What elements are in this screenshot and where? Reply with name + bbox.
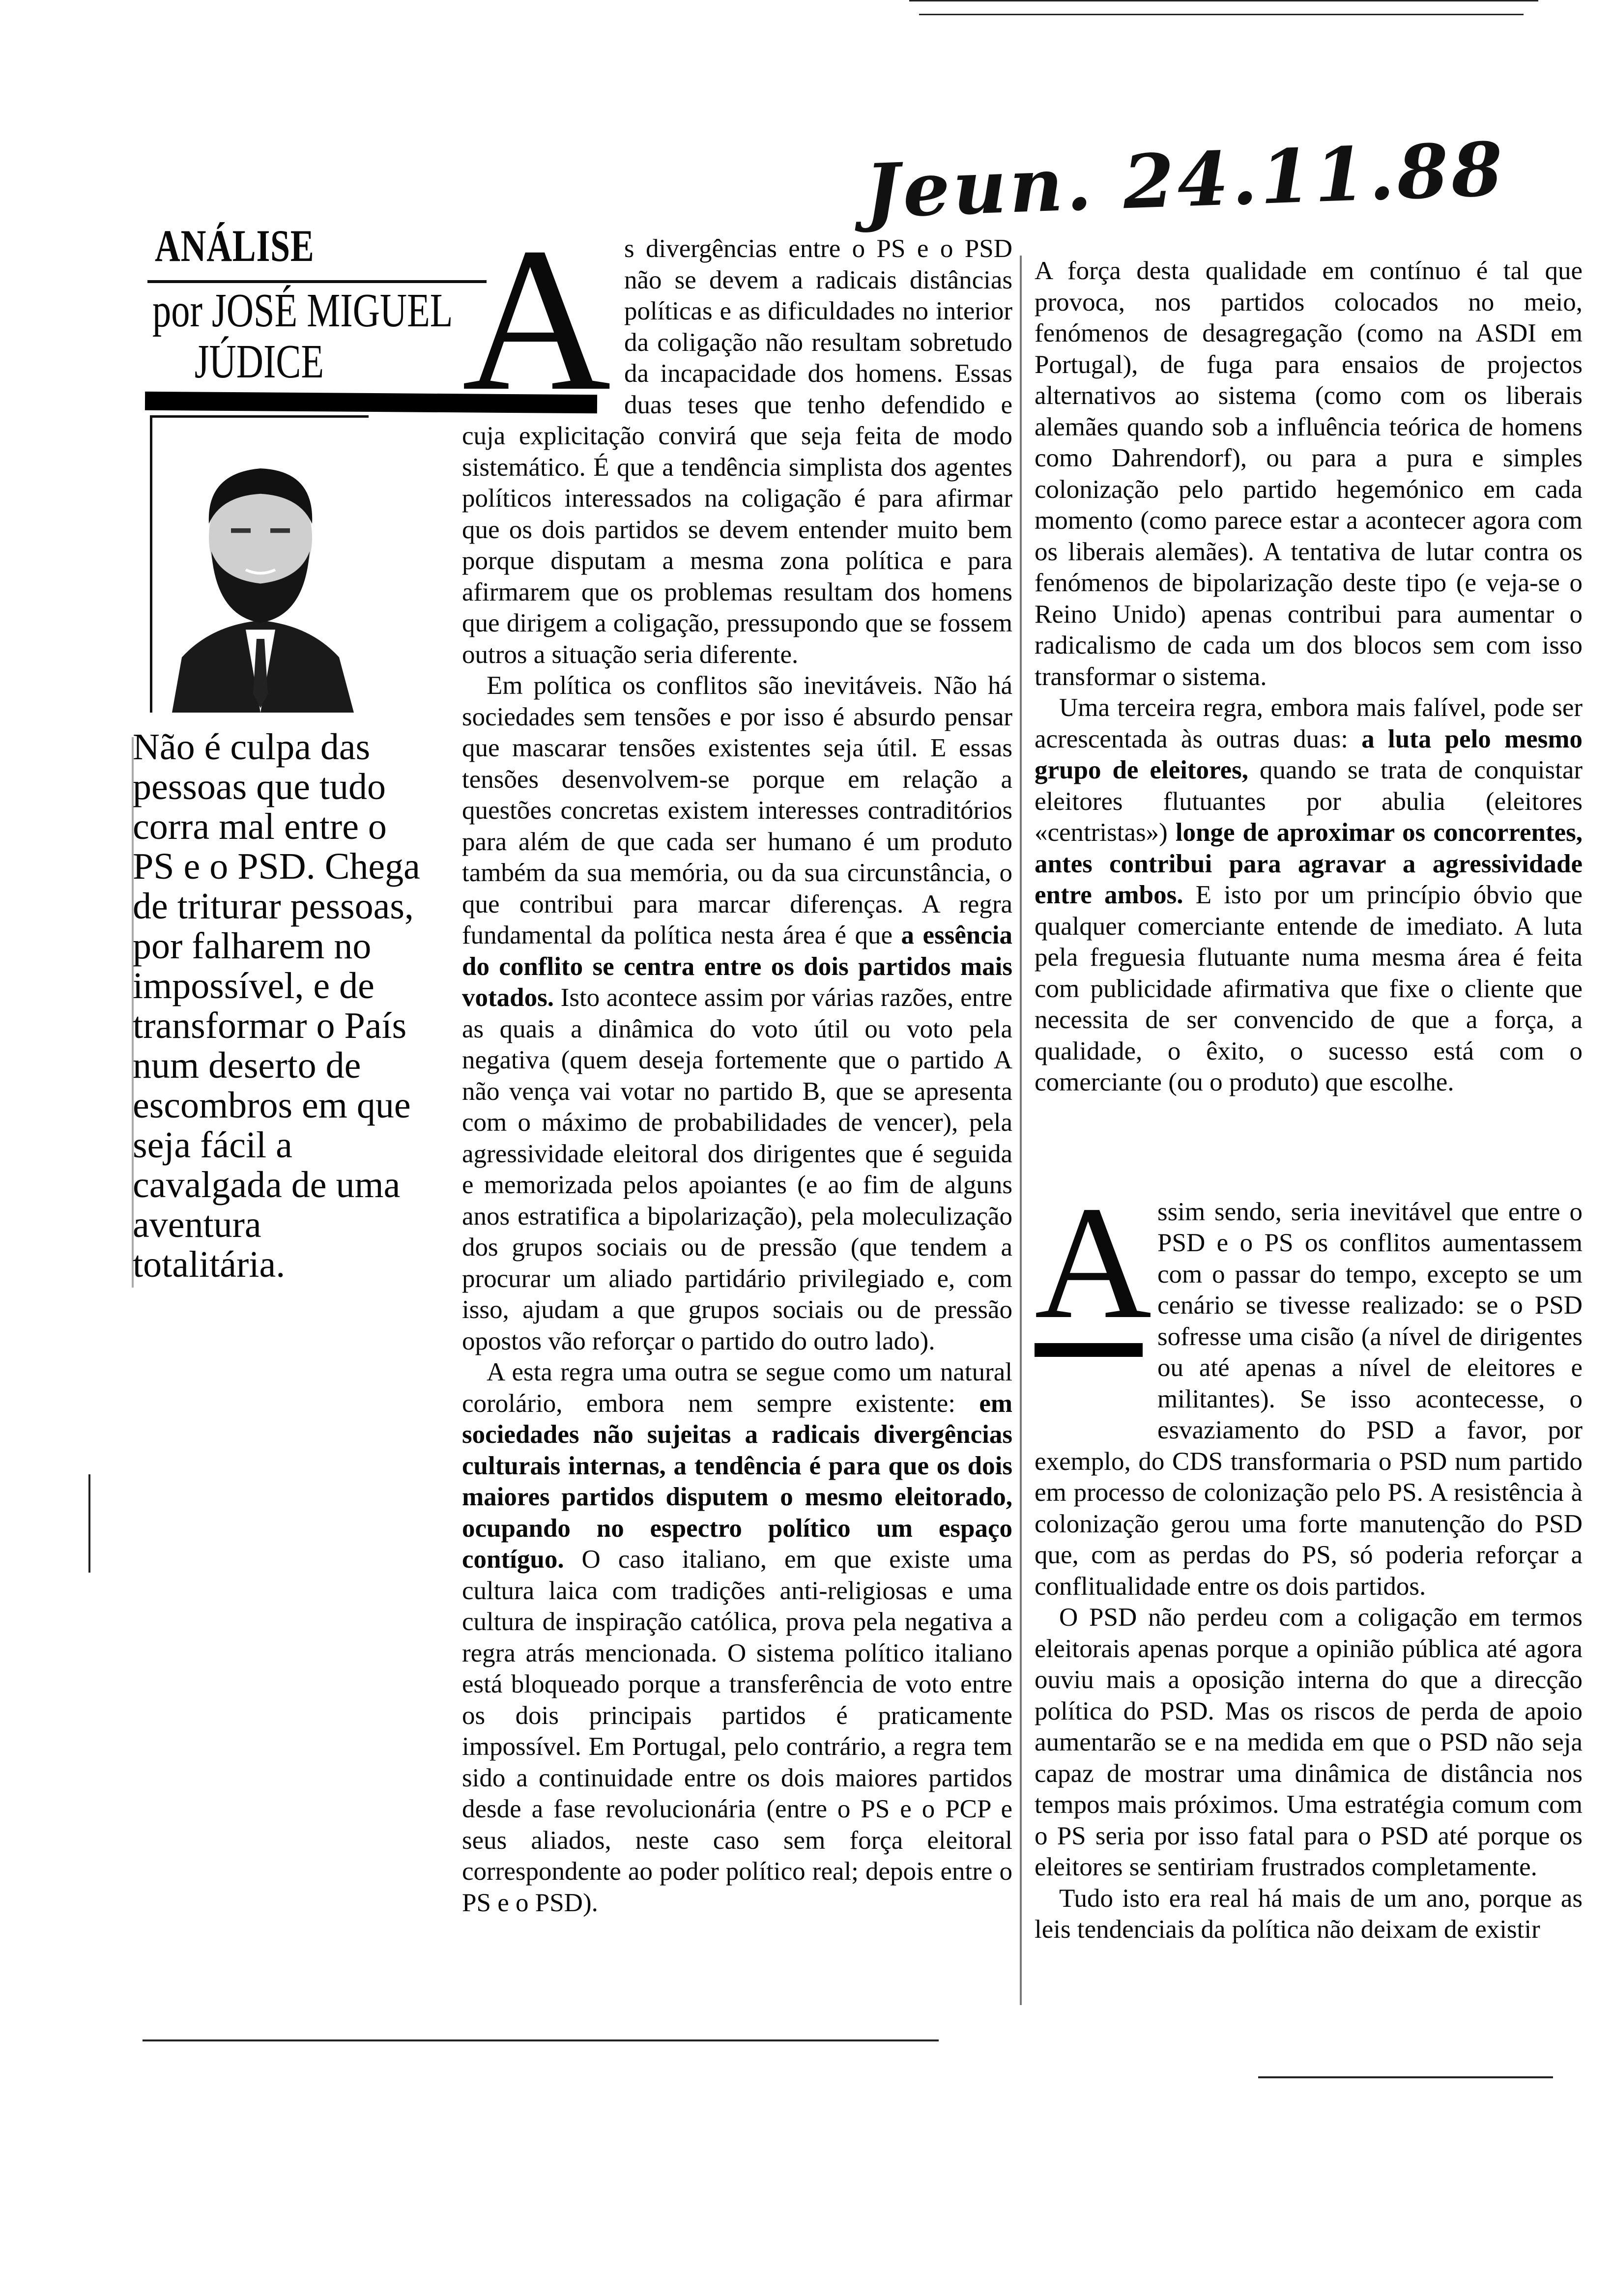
article-paragraph xyxy=(1035,1602,1583,1883)
pull-quote-line: corra mal entre o xyxy=(133,806,387,847)
article-paragraph xyxy=(1035,692,1583,1098)
article-paragraph xyxy=(462,1357,1012,1919)
pull-quote-line: escombros em que xyxy=(133,1085,411,1126)
text-run: Isto acontece assim por várias razões, entre as quais a dinâmica do voto útil ou voto pela negativa (quem deseja fortemente que o partido A não vença vai votar no partido B, que se apresenta com o máximo de probabilidades de vencer), pela agressividade eleitoral dos dirigentes que é seguida e memorizada pelos apoiantes (e ao fim de alguns anos estratifica a bipolarização), pela moleculização dos grupos sociais ou de pressão (que tendem a procurar um aliado partidário privilegiado e, com isso, ajudam a que grupos sociais ou de pressão opostos vão reforçar o partido do outro lado). xyxy=(462,983,1012,1355)
pull-quote-line: num deserto de xyxy=(133,1045,361,1086)
article-column-right xyxy=(1035,256,1583,1946)
text-run: E isto por um princípio óbvio que qualquer comerciante entende de imediato. A luta pela freguesia flutuante numa mesma área é feita com publicidade afirmativa que fixe o cliente que necessita de ser convencido de que a força, a qualidade, o êxito, o sucesso está com o comerciante (ou o produto) que escolhe. xyxy=(1035,881,1583,1096)
author-photo xyxy=(150,415,369,713)
pull-quote-line: seja fácil a xyxy=(133,1124,292,1166)
text-run: s divergências entre o PS e o PSD não se devem a radicais distâncias políticas e as dificuldades no interior da coligação não resultam sobretudo da incapacidade dos homens. Essas duas teses que tenho defendido e cuja explicitação convirá que seja feita de modo sistemático. É que a tendência simplista dos agentes políticos interessados na coligação é para afirmar que os dois partidos se devem entender muito bem porque disputam a mesma zona política e para afirmarem que os problemas resultam dos homens que dirigem a coligação, pressupondo que se fossem outros a situação seria diferente. xyxy=(462,234,1012,669)
pull-quote-line: impossível, e de xyxy=(133,965,374,1006)
scan-edge-line xyxy=(919,14,1524,15)
pull-quote-line: aventura xyxy=(133,1204,261,1245)
pull-quote-line: de triturar pessoas, xyxy=(133,886,414,927)
bold-emphasis: longe de aproximar os concorrentes, antes contribui para agravar a agressividade entre ambos. xyxy=(1035,818,1583,909)
drop-cap-bar xyxy=(1035,1343,1143,1357)
pull-quote-line: totalitária. xyxy=(133,1244,286,1285)
article-column-right-top xyxy=(1035,256,1583,1098)
scan-edge-line xyxy=(909,0,1538,1)
text-run: O caso italiano, em que existe uma cultura laica com tradições anti-religiosas e uma cultura de inspiração católica, prova pela negativa a regra atrás mencionada. O sistema político italiano está bloqueado porque a transferência de voto entre os dois principais partidos é praticamente impossível. Em Portugal, pelo contrário, a regra tem sido a continuidade entre os dois maiores partidos desde a fase revolucionária (entre o PS e o PCP e seus aliados, neste caso sem força eleitoral correspondente ao poder político real; depois entre o PS e o PSD). xyxy=(462,1545,1012,1917)
column-divider xyxy=(1020,256,1022,2005)
pull-quote xyxy=(133,727,437,1285)
text-run: quando se trata de conquistar eleitores flutuantes por abulia (eleitores «centristas») xyxy=(1035,756,1583,847)
section-kicker: ANÁLISE xyxy=(155,221,315,271)
article-column-middle xyxy=(462,233,1012,1919)
article-column-right-bottom xyxy=(1035,1197,1583,1946)
kicker-divider xyxy=(147,280,487,283)
text-run: O PSD não perdeu com a coligação em termos eleitorais apenas porque a opinião pública até agora ouviu mais a oposição interna do que a direcção política do PSD. Mas os riscos de perda de apoio aumentarão se e na medida em que o PSD não seja capaz de mostrar uma dinâmica de distância nos tempos mais próximos. Uma estratégia comum com o PS seria por isso fatal para o PSD até porque os eleitores se sentiriam frustrados completamente. xyxy=(1035,1603,1583,1881)
pull-quote-line: Não é culpa das xyxy=(133,726,371,768)
bold-emphasis: a essência do conflito se centra entre os dois partidos mais votados. xyxy=(462,921,1012,1012)
drop-cap-block xyxy=(1035,1197,1157,1418)
text-run: Uma terceira regra, embora mais falível, pode ser acrescentada às outras duas: xyxy=(1035,693,1583,753)
bottom-rule xyxy=(143,2039,939,2041)
handwritten-date-note: Jeun. 24.11.88 xyxy=(864,126,1507,235)
text-run: Tudo isto era real há mais de um ano, porque as leis tendenciais da política não deixam de existir xyxy=(1035,1884,1583,1944)
bold-emphasis: em sociedades não sujeitas a radicais divergências culturais internas, a tendência é para que os dois maiores partidos disputem o mesmo eleitorado, ocupando no espectro político um espaço contíguo. xyxy=(462,1389,1012,1574)
author-portrait-image xyxy=(152,418,369,713)
text-run: A força desta qualidade em contínuo é tal que provoca, nos partidos colocados no meio, fenómenos de desagregação (como na ASDI em Portugal), de fuga para ensaios de projectos alternativos ao sistema (como com os liberais alemães quando sob a influência teórica de homens como Dahrendorf), ou para a pura e simples colonização pelo partido hegemónico em cada momento (como parece estar a acontecer agora com os liberais alemães). A tentativa de lutar contra os fenómenos de bipolarização deste tipo (e veja-se o Reino Unido) apenas contribui para aumentar o radicalismo de cada um dos blocos sem com isso transformar o sistema. xyxy=(1035,257,1583,691)
margin-mark xyxy=(88,1474,90,1573)
drop-cap: A xyxy=(1035,1196,1152,1339)
byline xyxy=(152,285,453,387)
article-paragraph xyxy=(1035,256,1583,692)
article-paragraph xyxy=(462,670,1012,1357)
byline-prefix: por JOSÉ MIGUEL xyxy=(152,284,453,337)
text-run: A esta regra uma outra se segue como um natural corolário, embora nem sempre existente: xyxy=(462,1358,1012,1418)
text-run: ssim sendo, seria inevitável que entre o PSD e o PS os conflitos aumentassem com o passar do tempo, excepto se um cenário se tivesse realizado: se o PSD sofresse uma cisão (a nível de dirigentes ou até apenas a nível de eleitores e militantes). Se isso acontecesse, o esvaziamento do PSD a favor, por exemplo, do CDS transformaria o PSD num partido em processo de colonização pelo PS. A resistência à colonização gerou uma forte manutenção do PSD que, com as perdas do PS, só poderia reforçar a conflitualidade entre os dois partidos. xyxy=(1035,1197,1583,1601)
byline-last-name: JÚDICE xyxy=(194,335,324,388)
article-paragraph xyxy=(1035,1883,1583,1946)
pull-quote-line: transformar o País xyxy=(133,1005,407,1046)
bold-emphasis: a luta pelo mesmo grupo de eleitores, xyxy=(1035,724,1583,784)
text-run: Em política os conflitos são inevitáveis. Não há sociedades sem tensões e por isso é absurdo pensar que mascarar tensões existentes seja útil. E essas tensões desenvolvem-se porque em relação a questões concretas existem interesses contraditórios para além de que cada ser humano é um produto também da sua memória, ou da sua circunstância, o que contribui para marcar diferenças. A regra fundamental da política nesta área é que xyxy=(462,671,1012,949)
pull-quote-line: por falharem no xyxy=(133,925,372,967)
pull-quote-line: pessoas que tudo xyxy=(133,766,386,807)
bottom-rule xyxy=(1258,2076,1553,2078)
pull-quote-line: cavalgada de uma xyxy=(133,1164,401,1205)
pull-quote-line: PS e o PSD. Chega xyxy=(133,846,420,887)
drop-cap: A xyxy=(462,238,611,410)
